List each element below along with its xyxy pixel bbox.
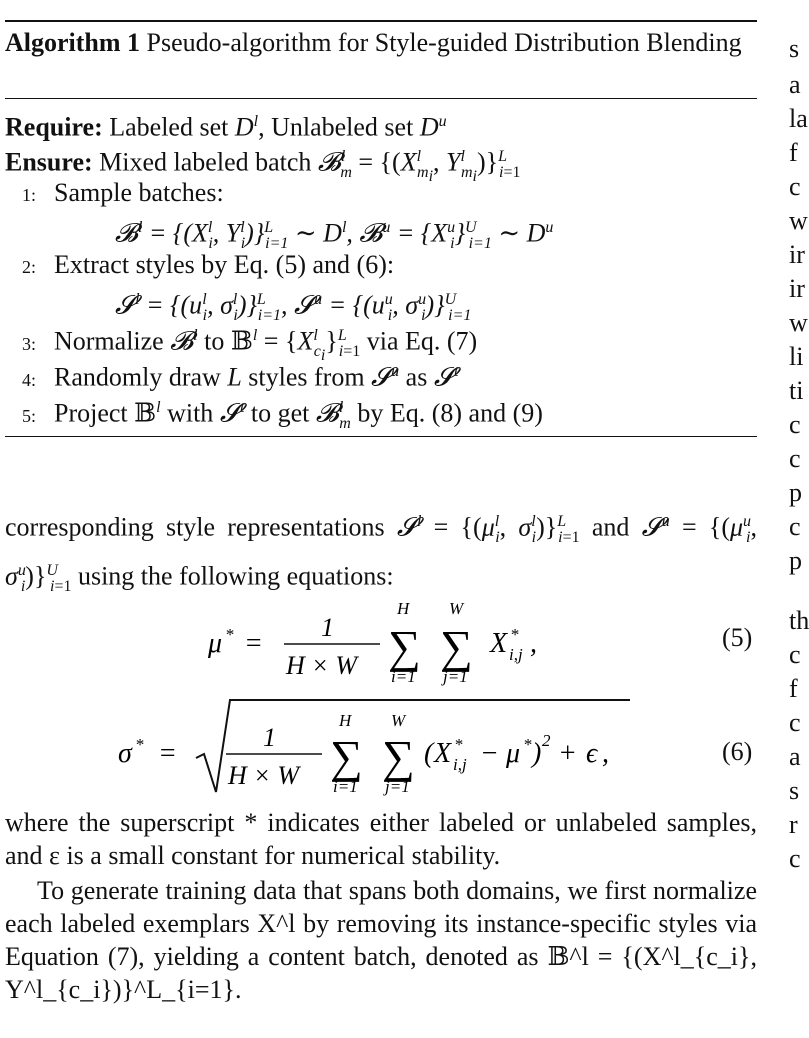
right-col-fragment: a [789, 70, 801, 99]
svg-text:,: , [530, 628, 537, 659]
step-number: 2: [22, 257, 37, 277]
step-2-math: 𝓢$^l$ = {($u^l_i$, $\sigma^l_i)\}^L_{i=1}$, 𝓢$^u$ = {($u^u_i$, $\sigma^u_i)\}^U_{i=1}$ [115, 290, 472, 324]
right-col-fragment: w [789, 308, 808, 337]
svg-text:W: W [391, 711, 406, 730]
right-col-fragment: la [789, 104, 808, 133]
algorithm-step-4: 4: Randomly draw L styles from 𝓢$^u$ as 𝓢$^t$ [22, 356, 458, 396]
svg-text:j=1: j=1 [385, 777, 410, 796]
svg-text:+: + [558, 738, 577, 769]
right-col-fragment: a [789, 742, 801, 771]
algorithm-title-text: Pseudo-algorithm for Style-guided Distribution Blending [146, 28, 742, 57]
right-col-fragment: li [789, 342, 804, 371]
svg-text:*: * [135, 735, 144, 754]
svg-text:H: H [397, 599, 410, 618]
ensure-line: Ensure: Mixed labeled batch 𝓑$^l_m$ = {($X^l_{m_i}$, $Y^l_{m_i})\}^L_{i=1}$ [5, 147, 521, 186]
algorithm-step-3: 3: Normalize 𝓑$^l$ to 𝔹$^l$ = $\{X^l_{c_i}\}^L_{i=1}$ via Eq. (7) [22, 326, 478, 365]
svg-text:i=1: i=1 [391, 667, 416, 686]
text-span: and [591, 512, 630, 542]
right-col-fragment: c [789, 410, 801, 439]
right-col-fragment: ir [789, 240, 805, 269]
right-col-fragment: th [789, 606, 809, 635]
svg-text:=: = [244, 628, 263, 659]
right-col-fragment: w [789, 206, 808, 235]
svg-text:*: * [225, 625, 234, 644]
step-number: 5: [22, 405, 37, 426]
algorithm-header-rule [5, 98, 757, 99]
paragraph-training-data: To generate training data that spans both domains, we first normalize each labeled exemplars X^l by removing its instance-specific styles via Equation (7), yielding a content batch, denoted as 𝔹^l = {(X^l_{c_i}, Y^l_{c_i})}^L_{i=1}. [5, 876, 757, 1004]
right-col-fragment: s [789, 776, 800, 805]
equation-5-graphic [208, 600, 568, 690]
svg-text:*: * [510, 625, 519, 644]
paragraph-style-representations: corresponding style representations 𝓢$^l$ = {($\mu^l_i$, $\sigma^l_i)\}^L_{i=1}$ and 𝓢$^u$ = {($\mu^u_i$, $\sigma^u_i)\}^U_{i=1}$ using the following equations: [5, 512, 757, 595]
right-col-fragment: c [789, 512, 801, 541]
right-col-fragment: c [789, 640, 801, 669]
text-span: corresponding style representations [5, 512, 385, 542]
svg-text:∑: ∑ [382, 731, 415, 782]
svg-text:1: 1 [321, 613, 334, 642]
svg-text:H × W: H × W [228, 761, 299, 790]
svg-text:H: H [339, 711, 352, 730]
svg-text:∑: ∑ [440, 621, 473, 672]
require-label: Require: [5, 112, 103, 142]
equation-6-number: (6) [722, 737, 753, 766]
paragraph-superscript-note: where the superscript * indicates either labeled or unlabeled samples, and ε is a small constant for numerical stability. [5, 808, 757, 870]
step-text: Sample batches: [54, 178, 224, 207]
svg-text:σ: σ [118, 738, 132, 769]
svg-text:2: 2 [542, 731, 551, 750]
equation-6 [118, 696, 638, 803]
svg-text:X: X [434, 738, 452, 769]
svg-text:i=1: i=1 [333, 777, 358, 796]
algorithm-bottom-rule [5, 436, 757, 437]
svg-text:=: = [158, 738, 177, 769]
equation-5-number: (5) [722, 623, 753, 652]
svg-text:,: , [602, 738, 609, 769]
svg-text:i,j: i,j [453, 755, 467, 774]
require-line: Require: Labeled set $D^l$, Unlabeled set $D^u$ [5, 112, 447, 142]
algorithm-top-rule [5, 20, 757, 22]
step-text: Extract styles by Eq. (5) and (6): [54, 250, 395, 279]
right-col-fragment: f [789, 138, 798, 167]
equation-6-graphic [118, 696, 638, 796]
right-column-clipped [789, 0, 809, 1038]
right-col-fragment: c [789, 708, 801, 737]
svg-text:−: − [480, 738, 499, 769]
right-col-fragment: ti [789, 376, 804, 405]
svg-text:μ: μ [506, 738, 521, 769]
svg-text:∑: ∑ [330, 731, 363, 782]
svg-text:ϵ: ϵ [586, 738, 598, 769]
right-col-fragment: c [789, 172, 801, 201]
svg-text:): ) [532, 738, 542, 769]
right-col-fragment: c [789, 444, 801, 473]
svg-text:j=1: j=1 [443, 667, 468, 686]
svg-text:1: 1 [263, 723, 276, 752]
svg-text:*: * [523, 735, 532, 754]
algorithm-title [5, 26, 757, 59]
algorithm-label: Algorithm 1 [5, 28, 141, 57]
svg-text:X: X [490, 628, 508, 659]
right-col-fragment: p [789, 546, 802, 575]
svg-text:*: * [454, 735, 463, 754]
svg-text:i,j: i,j [509, 645, 523, 664]
svg-text:∑: ∑ [388, 621, 421, 672]
equation-5 [208, 600, 568, 697]
svg-text:μ: μ [208, 628, 223, 659]
right-col-fragment: c [789, 844, 801, 873]
step-number: 1: [22, 185, 37, 205]
svg-text:(: ( [424, 738, 434, 769]
right-col-fragment: ir [789, 274, 805, 303]
svg-text:H × W: H × W [286, 651, 357, 680]
right-col-fragment: r [789, 810, 798, 839]
step-1-math: 𝓑$^l$ = {($X^l_i$, $Y^l_i)\}^L_{i=1}$ ∼ $D^l$, 𝓑$^u$ = $\{X^u_i\}^U_{i=1}$ ∼ $D^u$ [115, 218, 554, 252]
algorithm-step-1 [22, 177, 224, 211]
step-number: 3: [22, 333, 37, 354]
step-number: 4: [22, 369, 37, 390]
ensure-label: Ensure: [5, 147, 93, 177]
right-col-fragment: s [789, 34, 800, 63]
right-col-fragment: f [789, 674, 798, 703]
algorithm-step-5: 5: Project 𝔹$^l$ with 𝓢$^t$ to get 𝓑$^l_m$ by Eq. (8) and (9) [22, 398, 543, 432]
text-span: using the following equations: [77, 561, 394, 591]
right-col-fragment: p [789, 478, 802, 507]
svg-text:W: W [449, 599, 464, 618]
algorithm-step-2 [22, 249, 394, 283]
